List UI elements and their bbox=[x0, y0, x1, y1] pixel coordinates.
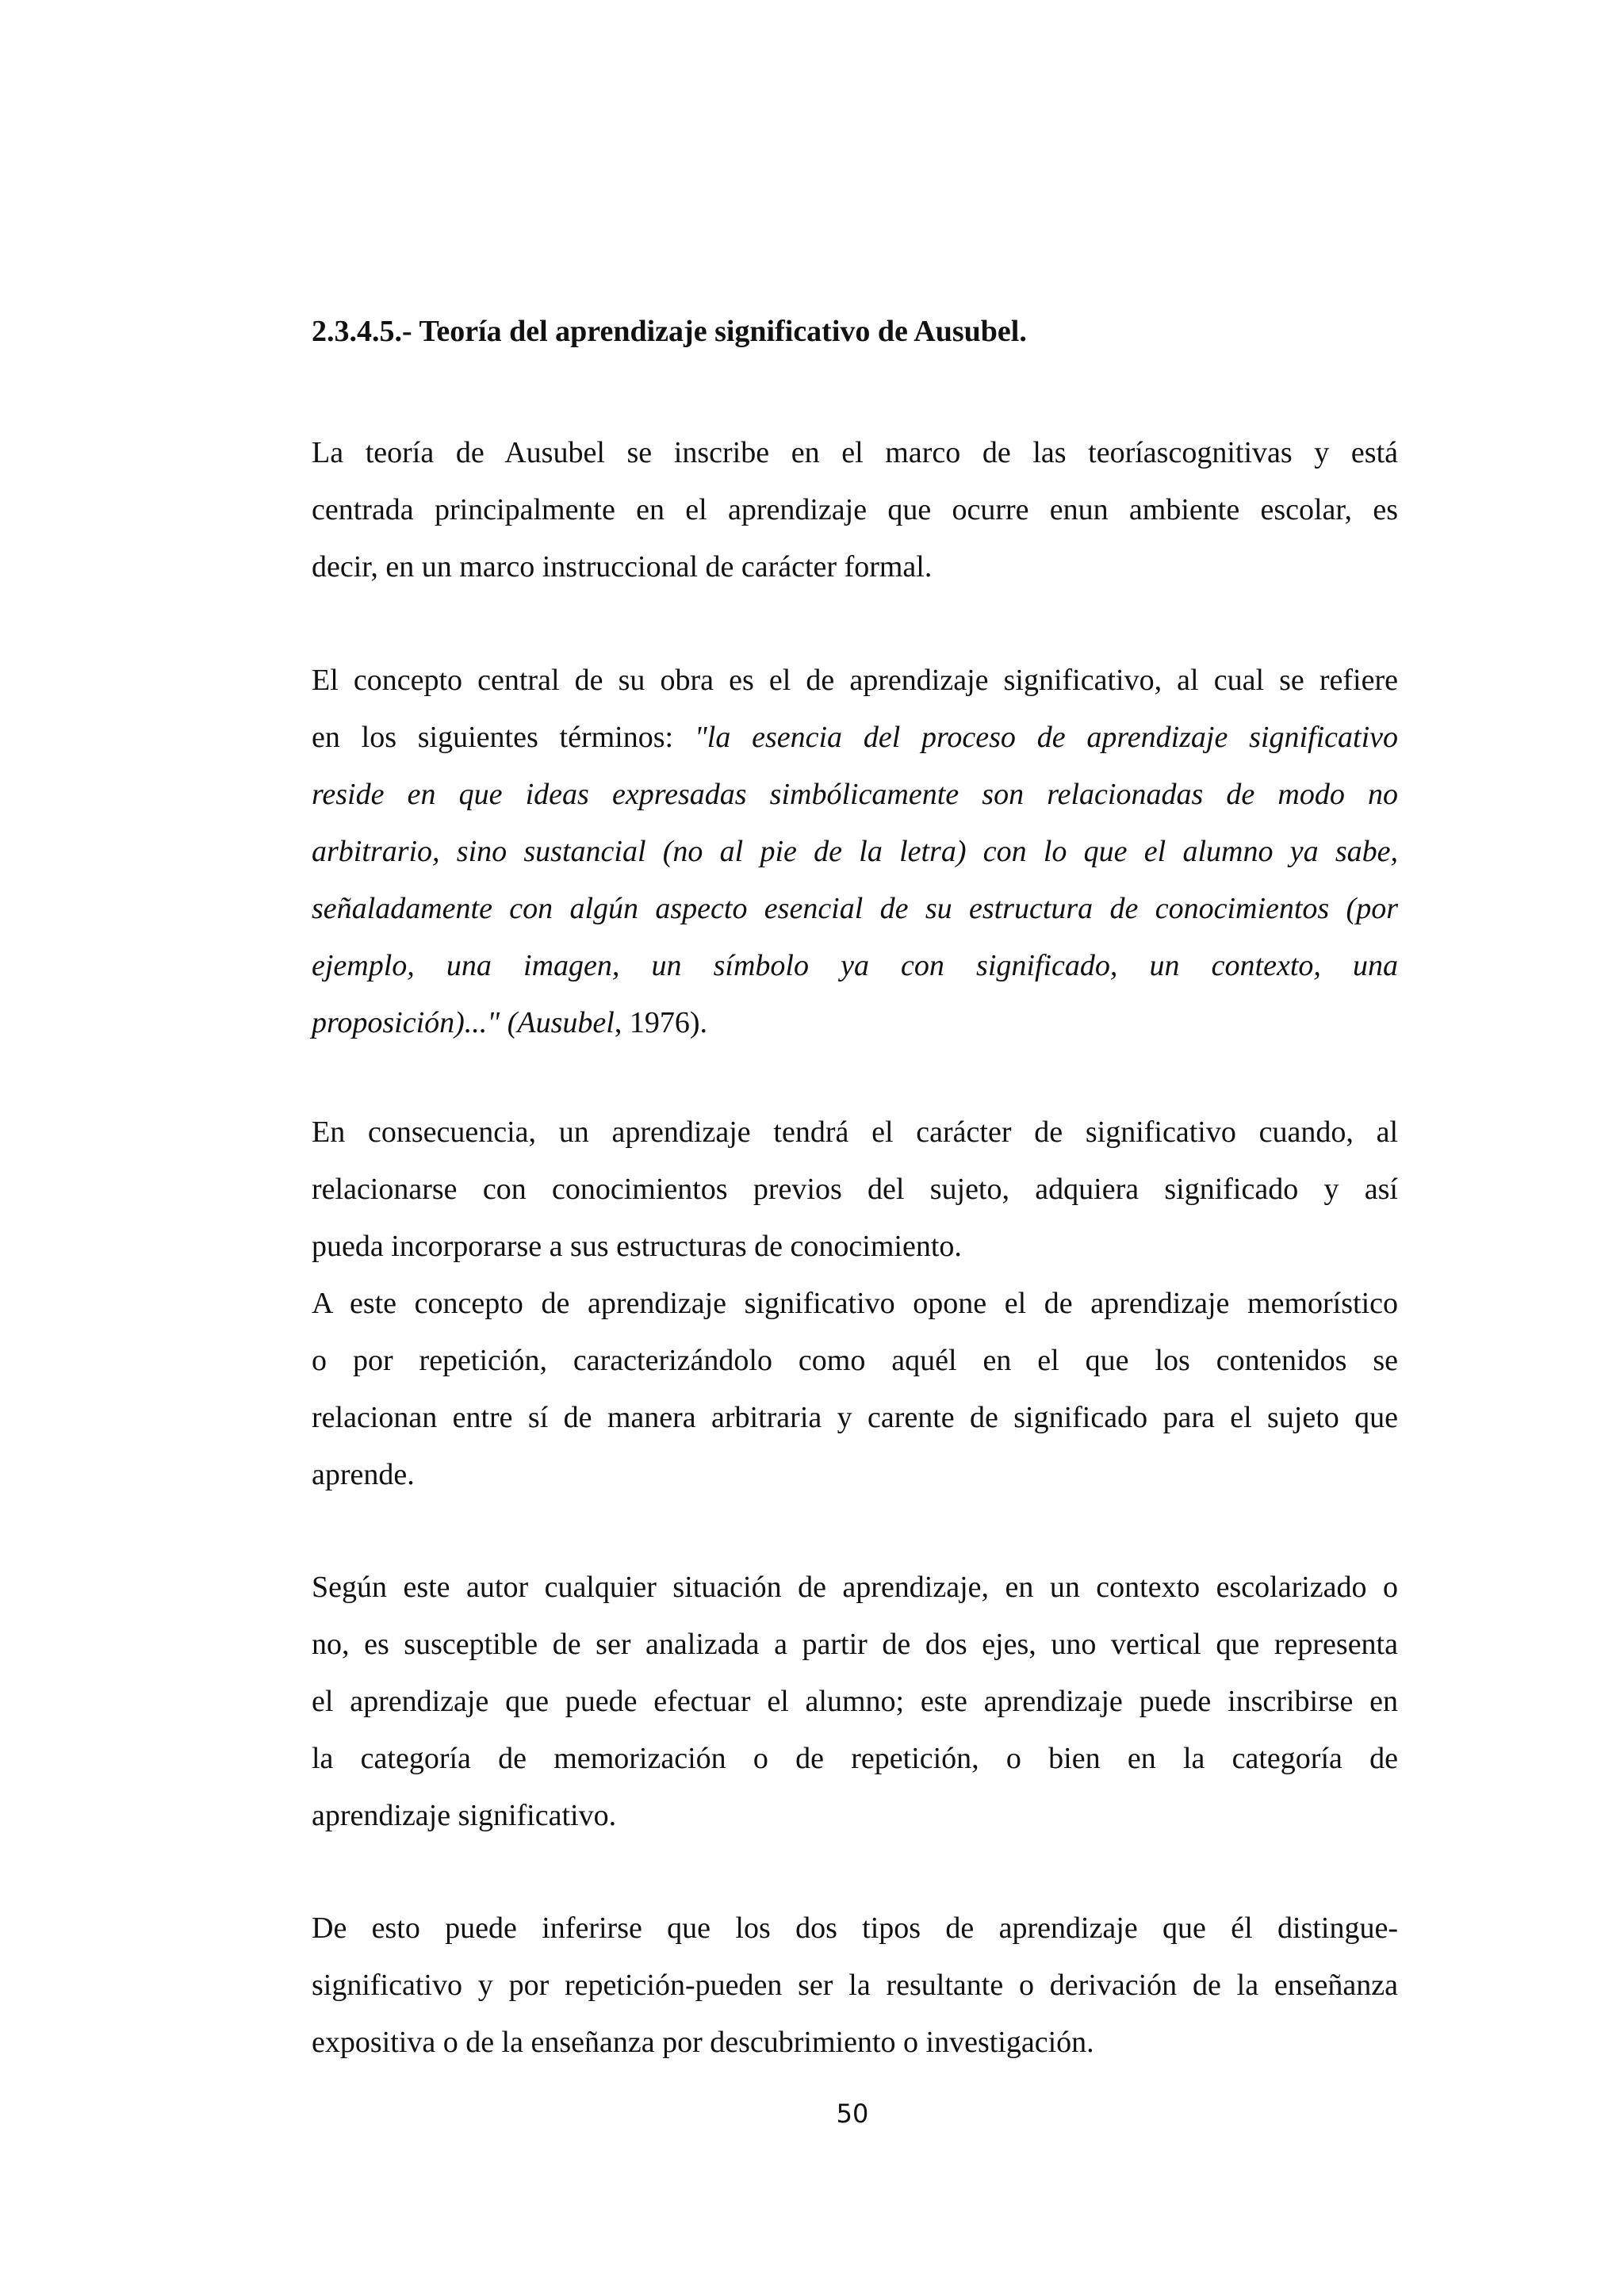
paragraph-3-line: aprende. bbox=[312, 1458, 415, 1491]
paragraph-2-line bbox=[312, 880, 1398, 937]
paragraph-2-line bbox=[312, 766, 1398, 823]
paragraph-2 bbox=[312, 652, 1398, 1051]
paragraph-3-line: pueda incorporarse a sus estructuras de conocimiento. bbox=[312, 1230, 962, 1263]
paragraph-3-line: o por repetición, caracterizándolo como aquél en el que los contenidos se bbox=[312, 1344, 1398, 1377]
paragraph-2-line bbox=[312, 937, 1398, 994]
quote-text: señaladamente con algún aspecto esencial de su estructura de conocimientos (por bbox=[312, 892, 1398, 925]
paragraph-1-line: decir, en un marco instruccional de carácter formal. bbox=[312, 550, 933, 584]
paragraph-3-line: relacionan entre sí de manera arbitraria y carente de significado para el sujeto que bbox=[312, 1401, 1398, 1434]
quote-text: proposición)..." (Ausubel bbox=[312, 1006, 615, 1039]
paragraph-4 bbox=[312, 1559, 1398, 1844]
paragraph-3 bbox=[312, 1104, 1398, 1503]
quote-text: arbitrario, sino sustancial (no al pie de la letra) con lo que el alumno ya sabe, bbox=[312, 835, 1398, 868]
paragraph-4-line: aprendizaje significativo. bbox=[312, 1799, 617, 1832]
section-heading: 2.3.4.5.- Teoría del aprendizaje significativo de Ausubel. bbox=[312, 315, 1027, 348]
paragraph-1-line: centrada principalmente en el aprendizaje que ocurre enun ambiente escolar, es bbox=[312, 493, 1398, 526]
paragraph-5-line: De esto puede inferirse que los dos tipos de aprendizaje que él distingue- bbox=[312, 1911, 1398, 1945]
paragraph-5 bbox=[312, 1900, 1398, 2071]
paragraph-2-line bbox=[312, 823, 1398, 880]
paragraph-3-line: En consecuencia, un aprendizaje tendrá el carácter de significativo cuando, al bbox=[312, 1115, 1398, 1149]
paragraph-3-line: A este concepto de aprendizaje significativo opone el de aprendizaje memorístico bbox=[312, 1287, 1398, 1320]
paragraph-1-line: La teoría de Ausubel se inscribe en el marco de las teoríascognitivas y está bbox=[312, 436, 1398, 469]
paragraph-5-line: significativo y por repetición-pueden ser la resultante o derivación de la enseñanza bbox=[312, 1969, 1398, 2002]
paragraph-4-line: el aprendizaje que puede efectuar el alumno; este aprendizaje puede inscribirse en bbox=[312, 1685, 1398, 1718]
paragraph-4-line: Según este autor cualquier situación de aprendizaje, en un contexto escolarizado o bbox=[312, 1571, 1398, 1604]
paragraph-4-line: no, es susceptible de ser analizada a partir de dos ejes, uno vertical que representa bbox=[312, 1628, 1398, 1661]
quote-text: reside en que ideas expresadas simbólicamente son relacionadas de modo no bbox=[312, 778, 1398, 811]
paragraph-2-line: El concepto central de su obra es el de aprendizaje significativo, al cual se refiere bbox=[312, 664, 1398, 697]
paragraph-2-line bbox=[312, 994, 1398, 1051]
paragraph-3-line: relacionarse con conocimientos previos del sujeto, adquiera significado y así bbox=[312, 1173, 1398, 1206]
paragraph-2-line bbox=[312, 709, 1398, 766]
paragraph-2-text: en los siguientes términos: bbox=[312, 721, 695, 754]
paragraph-1 bbox=[312, 424, 1398, 595]
citation-year: , 1976). bbox=[614, 1006, 707, 1039]
page-number: 50 bbox=[836, 2099, 869, 2129]
quote-text: "la esencia del proceso de aprendizaje significativo bbox=[694, 721, 1398, 754]
paragraph-4-line: la categoría de memorización o de repetición, o bien en la categoría de bbox=[312, 1742, 1398, 1775]
paragraph-5-line: expositiva o de la enseñanza por descubrimiento o investigación. bbox=[312, 2026, 1094, 2059]
quote-text: ejemplo, una imagen, un símbolo ya con significado, un contexto, una bbox=[312, 949, 1398, 982]
